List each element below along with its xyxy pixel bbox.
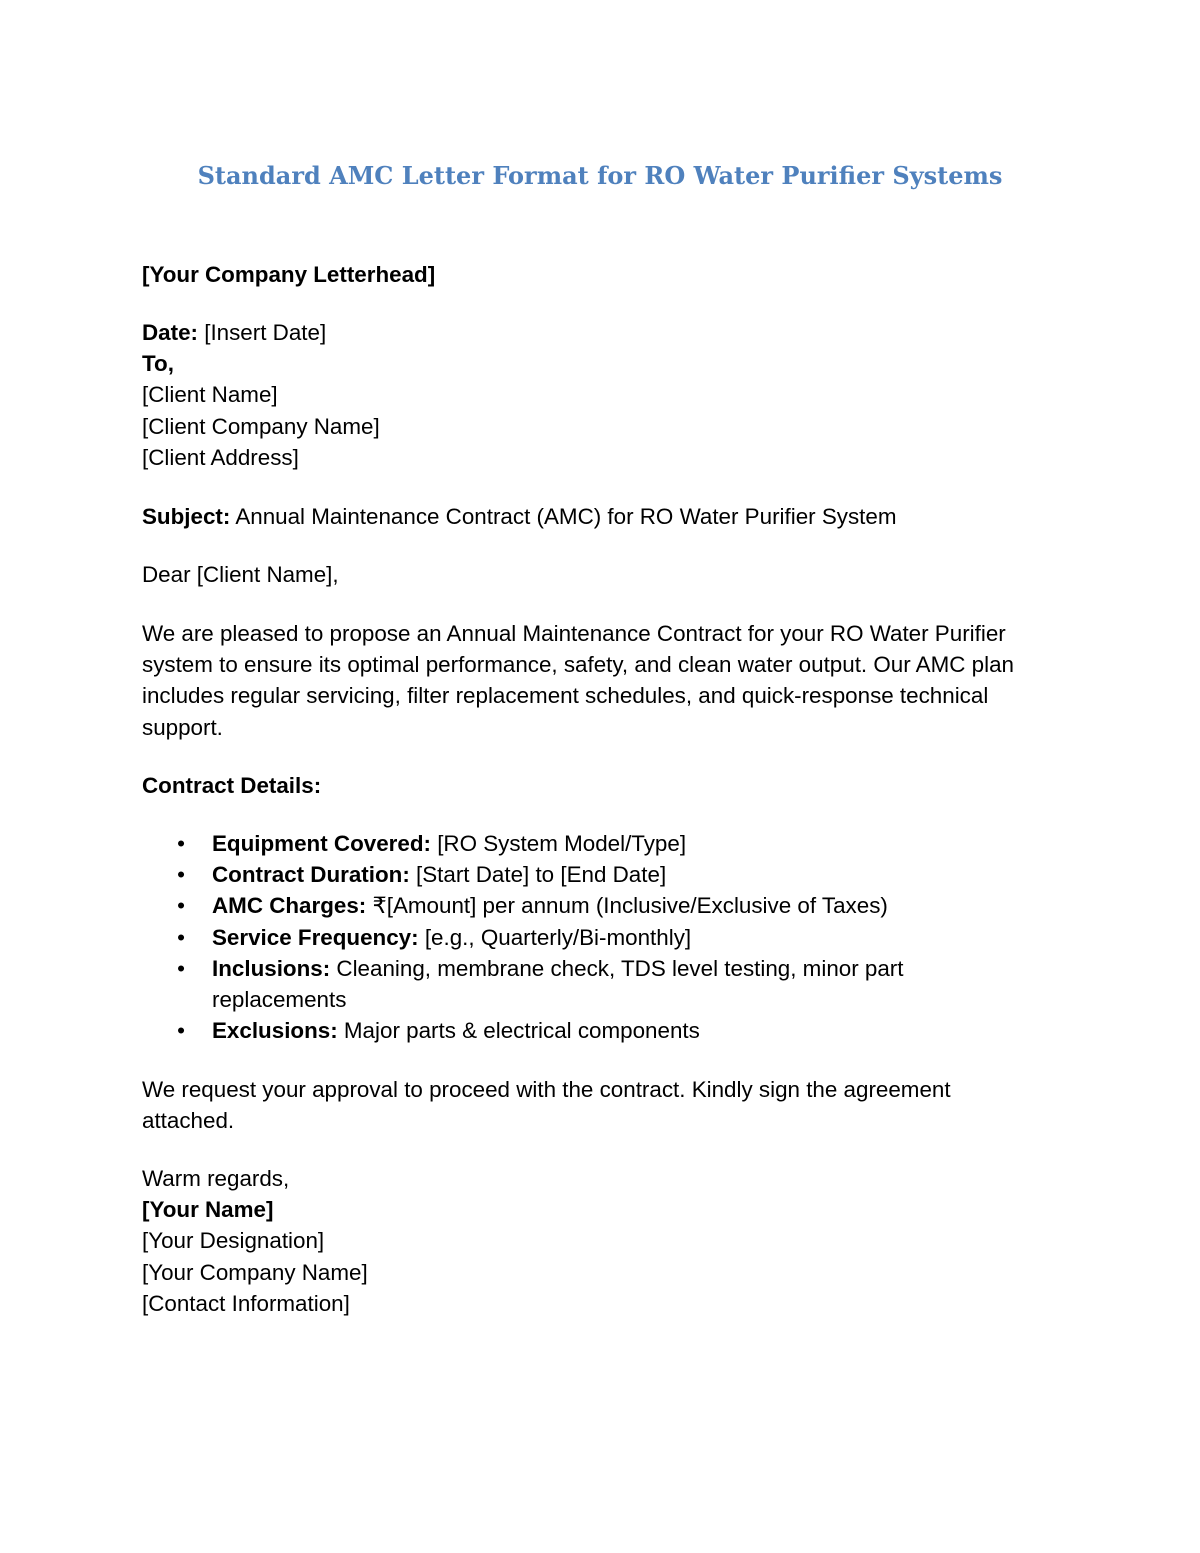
detail-value: [Start Date] to [End Date] — [409, 862, 667, 888]
bullet-icon: • — [177, 924, 185, 950]
bullet-icon: • — [177, 831, 185, 856]
client-name: [Client Name] — [142, 382, 278, 408]
detail-label: AMC Charges: — [212, 893, 367, 919]
sender-contact: [Contact Information] — [142, 1290, 350, 1316]
list-item — [142, 859, 1072, 890]
detail-label: Inclusions: — [212, 955, 331, 981]
contract-details-heading: Contract Details: — [142, 773, 322, 798]
bullet-icon: • — [177, 893, 185, 919]
signature-block — [142, 1163, 1072, 1319]
date-value: [Insert Date] — [198, 320, 327, 345]
detail-value: [e.g., Quarterly/Bi-monthly] — [418, 924, 692, 950]
client-company-name: [Client Company Name] — [142, 413, 380, 439]
closing-phrase: Warm regards, — [142, 1166, 290, 1191]
list-item — [142, 1015, 1072, 1046]
salutation: Dear [Client Name], — [142, 562, 339, 587]
intro-paragraph: We are pleased to propose an Annual Maintenance Contract for your RO Water Purifier system to ensure its optimal performance, safety, and clean water output. Our AMC plan includes regular servicing, filter replacement schedules, and quick-response technical support. — [142, 621, 1014, 740]
sender-name: [Your Name] — [142, 1197, 274, 1223]
detail-label: Equipment Covered: — [212, 831, 431, 856]
letterhead-placeholder: [Your Company Letterhead] — [142, 262, 436, 287]
closing-paragraph: We request your approval to proceed with the contract. Kindly sign the agreement attached. — [142, 1077, 951, 1134]
detail-label: Exclusions: — [212, 1018, 338, 1044]
subject-line — [142, 501, 1072, 532]
bullet-icon: • — [177, 955, 185, 981]
to-label: To, — [142, 351, 174, 377]
subject-value: Annual Maintenance Contract (AMC) for RO Water Purifier System — [230, 504, 897, 529]
list-item — [142, 953, 932, 1015]
detail-label: Contract Duration: — [212, 862, 410, 888]
document-title: Standard AMC Letter Format for RO Water Purifier Systems — [197, 161, 1003, 190]
list-item — [142, 922, 1072, 953]
sender-company: [Your Company Name] — [142, 1259, 368, 1285]
list-item — [142, 890, 1072, 921]
client-address: [Client Address] — [142, 444, 299, 470]
recipient-block — [142, 317, 1072, 473]
detail-value: ₹[Amount] per annum (Inclusive/Exclusive of Taxes) — [366, 893, 888, 919]
list-item — [142, 828, 1072, 859]
contract-details-list — [142, 828, 1072, 1046]
bullet-icon: • — [177, 862, 185, 888]
bullet-icon: • — [177, 1018, 185, 1044]
detail-value: Major parts & electrical components — [337, 1018, 700, 1044]
date-line — [142, 317, 1072, 348]
detail-value: [RO System Model/Type] — [430, 831, 687, 856]
subject-label: Subject: — [142, 504, 231, 529]
date-label: Date: — [142, 320, 198, 345]
sender-designation: [Your Designation] — [142, 1228, 325, 1254]
detail-label: Service Frequency: — [212, 924, 419, 950]
detail-value: Cleaning, membrane check, TDS level testing, minor part replacements — [212, 955, 904, 1013]
